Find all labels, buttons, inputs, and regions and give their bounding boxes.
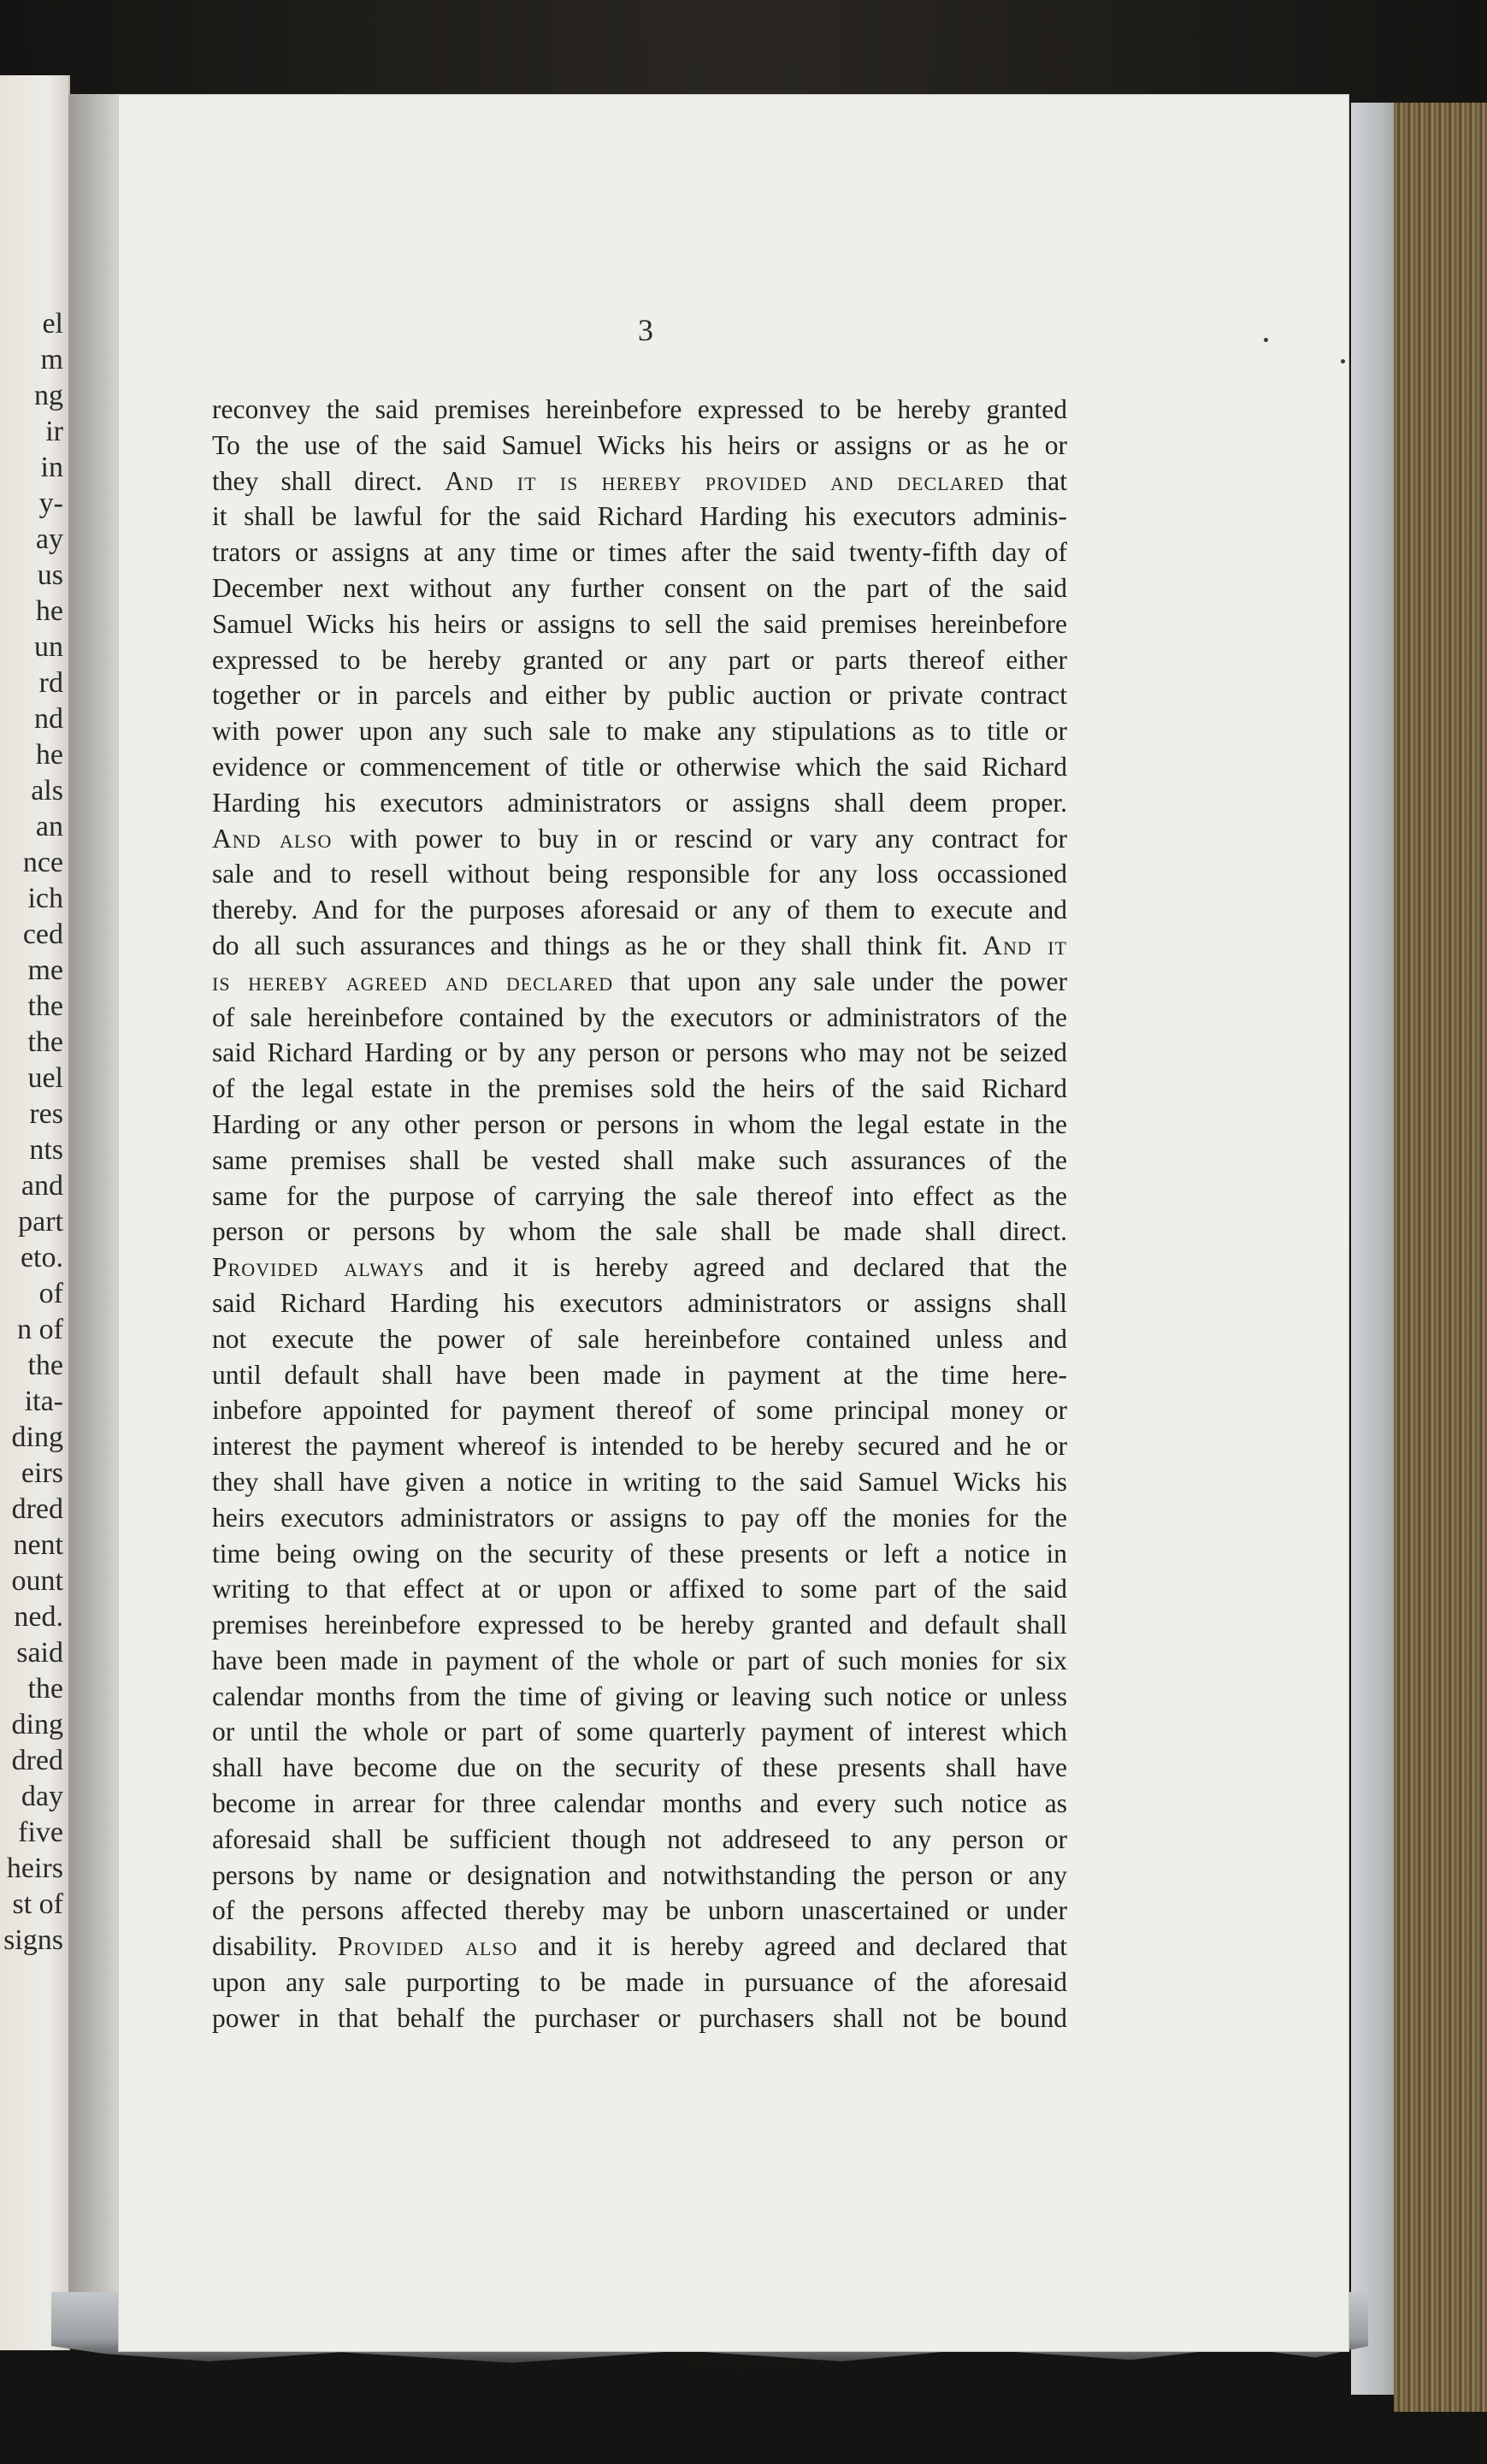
facing-page-text-fragment: ir [45, 416, 63, 447]
text-run: of the legal estate in the premises sold the heirs of the said Richard [212, 1073, 1067, 1104]
text-run: Harding his executors administrators or assigns shall deem proper. [212, 787, 1067, 818]
text-run: of the persons affected thereby may be unborn unascertained or under [212, 1895, 1067, 1926]
text-run: have been made in payment of the whole or part of such monies for six [212, 1645, 1067, 1675]
text-line [212, 749, 1067, 785]
facing-page-text-fragment: res [29, 1098, 63, 1130]
facing-page-text-fragment: el [42, 308, 63, 340]
facing-page-text-fragment: m [40, 344, 63, 375]
facing-page-text-fragment: and [21, 1170, 63, 1202]
text-line [212, 1035, 1067, 1071]
text-line [212, 1822, 1067, 1858]
facing-page-text-fragment: in [40, 452, 63, 483]
book-block-edge [1394, 103, 1487, 2412]
facing-page-text-fragment: ng [34, 380, 63, 411]
text-run: become in arrear for three calendar months and every such notice as [212, 1788, 1067, 1819]
facing-page-text-fragment: the [27, 1673, 63, 1705]
facing-page-text-fragment: said [16, 1637, 63, 1669]
facing-page-text-fragment: heirs [6, 1852, 63, 1884]
facing-page-text-fragment: the [27, 990, 63, 1022]
facing-page-text-fragment: ita- [24, 1386, 63, 1417]
deed-text [212, 392, 1067, 2036]
text-run: aforesaid shall be sufficient though not addreseed to any person or [212, 1823, 1067, 1854]
facing-page-text-fragment: nd [34, 703, 63, 735]
text-run: until default shall have been made in payment at the time here- [212, 1359, 1067, 1390]
facing-page-text-fragment: an [35, 811, 63, 842]
text-line [212, 428, 1067, 464]
text-line [212, 642, 1067, 678]
text-line [212, 1929, 1067, 1965]
text-line [212, 1571, 1067, 1607]
text-line [212, 892, 1067, 928]
facing-page-text-fragment: eirs [21, 1457, 63, 1489]
small-caps-run: And also [212, 823, 333, 854]
small-caps-run: Provided always [212, 1252, 425, 1283]
text-line [212, 1250, 1067, 1285]
facing-page-text-fragment: rd [38, 667, 63, 699]
facing-page-text-fragment: nent [13, 1529, 63, 1561]
text-line [212, 1893, 1067, 1929]
facing-page-text-fragment: five [18, 1817, 63, 1848]
text-run: persons by name or designation and notwithstanding the person or any [212, 1859, 1067, 1890]
text-line [212, 1714, 1067, 1750]
facing-page-fragment [0, 75, 70, 2350]
text-run: premises hereinbefore expressed to be hereby granted and default shall [212, 1610, 1067, 1640]
text-run: and it is hereby agreed and declared that the [424, 1252, 1067, 1283]
text-run: and it is hereby agreed and declared that [517, 1931, 1067, 1962]
text-line [212, 535, 1067, 570]
facing-page-text-fragment: of [38, 1278, 63, 1309]
facing-page-text-fragment: dred [11, 1493, 63, 1525]
text-line [212, 1357, 1067, 1393]
ink-speck [1264, 338, 1268, 342]
facing-page-text-fragment: he [35, 595, 63, 627]
text-run: shall have become due on the security of these presents shall have [212, 1752, 1067, 1783]
facing-page-text-fragment: y- [38, 487, 63, 519]
page-number: 3 [638, 313, 653, 347]
text-line [212, 1428, 1067, 1464]
text-line [212, 570, 1067, 606]
text-run: person or persons by whom the sale shall be made shall direct. [212, 1216, 1067, 1247]
text-run: evidence or commencement of title or otherwise which the said Richard [212, 751, 1067, 782]
facing-page-text-fragment: us [37, 559, 63, 591]
facing-page-text-fragment: ding [11, 1421, 63, 1453]
facing-page-text-fragment: dred [11, 1745, 63, 1776]
text-line [212, 1214, 1067, 1250]
text-run: with power to buy in or rescind or vary any contract for [332, 823, 1067, 854]
small-caps-run: And it [982, 930, 1067, 960]
text-run: heirs executors administrators or assigns to pay off the monies for the [212, 1502, 1067, 1533]
text-run: time being owing on the security of these presents or left a notice in [212, 1538, 1067, 1569]
text-line [212, 1143, 1067, 1179]
facing-page-text-fragment: day [21, 1781, 63, 1812]
facing-page-text-fragment: the [27, 1350, 63, 1381]
text-run: power in that behalf the purchaser or purchasers shall not be bound [212, 2002, 1067, 2033]
text-line [212, 464, 1067, 499]
facing-page-text-fragment: signs [3, 1924, 63, 1956]
text-line [212, 499, 1067, 535]
text-line [212, 606, 1067, 642]
facing-page-text-fragment: ay [35, 523, 63, 555]
text-line [212, 1643, 1067, 1679]
text-run: that [1004, 465, 1067, 496]
text-line [212, 1071, 1067, 1107]
text-line [212, 1000, 1067, 1036]
text-run: same premises shall be vested shall make such assurances of the [212, 1144, 1067, 1175]
text-run: trators or assigns at any time or times after the said twenty-fifth day of [212, 537, 1067, 568]
text-run: December next without any further consent on the part of the said [212, 572, 1067, 603]
text-line [212, 1321, 1067, 1357]
text-run: reconvey the said premises hereinbefore expressed to be hereby granted [212, 394, 1067, 424]
facing-page-text-fragment: nce [22, 847, 63, 878]
text-line [212, 1536, 1067, 1572]
text-line [212, 1285, 1067, 1321]
text-run: together or in parcels and either by public auction or private contract [212, 680, 1067, 711]
text-run: Harding or any other person or persons in whom the legal estate in the [212, 1108, 1067, 1139]
text-run: thereby. And for the purposes aforesaid or any of them to execute and [212, 895, 1067, 925]
text-line [212, 713, 1067, 749]
facing-page-text-fragment: ount [11, 1565, 63, 1597]
text-line [212, 1858, 1067, 1894]
facing-page-text-fragment: ding [11, 1709, 63, 1740]
text-line [212, 1750, 1067, 1786]
text-line [212, 1464, 1067, 1500]
text-run: upon any sale purporting to be made in pursuance of the aforesaid [212, 1967, 1067, 1998]
text-run: interest the payment whereof is intended to be hereby secured and he or [212, 1431, 1067, 1462]
facing-page-text-fragment: als [31, 775, 63, 807]
text-run: Samuel Wicks his heirs or assigns to sell the said premises hereinbefore [212, 608, 1067, 639]
facing-page-text-fragment: ced [22, 919, 63, 950]
text-line [212, 2000, 1067, 2036]
text-run: they shall direct. [212, 465, 446, 496]
facing-page-text-fragment: st of [12, 1888, 63, 1920]
text-run: calendar months from the time of giving or leaving such notice or unless [212, 1681, 1067, 1711]
text-run: with power upon any such sale to make any stipulations as to title or [212, 716, 1067, 747]
text-line [212, 1392, 1067, 1428]
text-line [212, 856, 1067, 892]
text-line [212, 1500, 1067, 1536]
text-line [212, 1679, 1067, 1715]
small-caps-run: is hereby agreed and declared [212, 966, 614, 996]
text-line [212, 1607, 1067, 1643]
text-line [212, 1965, 1067, 2000]
facing-page-text-fragment: me [27, 954, 63, 986]
text-line [212, 1107, 1067, 1143]
facing-page-text-fragment: ned. [14, 1601, 63, 1633]
text-run: same for the purpose of carrying the sale thereof into effect as the [212, 1180, 1067, 1211]
text-run: of sale hereinbefore contained by the executors or administrators of the [212, 1002, 1067, 1032]
text-run: or until the whole or part of some quarterly payment of interest which [212, 1717, 1067, 1747]
text-line [212, 1179, 1067, 1214]
text-line [212, 392, 1067, 428]
text-run: inbefore appointed for payment thereof of some principal money or [212, 1395, 1067, 1426]
text-line [212, 928, 1067, 964]
facing-page-text-fragment: nts [29, 1134, 63, 1166]
facing-page-text-fragment: eto. [20, 1242, 63, 1273]
text-run: that upon any sale under the power [613, 966, 1067, 996]
facing-page-text-fragment: un [34, 631, 63, 663]
text-run: they shall have given a notice in writing to the said Samuel Wicks his [212, 1466, 1067, 1497]
text-run: not execute the power of sale hereinbefore contained unless and [212, 1323, 1067, 1354]
text-run: writing to that effect at or upon or affixed to some part of the said [212, 1574, 1067, 1604]
small-caps-run: Provided also [337, 1931, 518, 1962]
text-line [212, 821, 1067, 857]
text-line [212, 677, 1067, 713]
text-run: expressed to be hereby granted or any part or parts thereof either [212, 644, 1067, 675]
facing-page-text-fragment: the [27, 1026, 63, 1058]
text-run: said Richard Harding his executors administrators or assigns shall [212, 1287, 1067, 1318]
facing-page-text-fragment: uel [27, 1062, 63, 1094]
ink-speck [1341, 359, 1345, 363]
facing-page-text-fragment: n of [17, 1314, 63, 1345]
text-run: disability. [212, 1931, 338, 1962]
facing-page-text-fragment: ich [27, 883, 63, 914]
text-run: said Richard Harding or by any person or persons who may not be seized [212, 1037, 1067, 1068]
text-run: To the use of the said Samuel Wicks his heirs or assigns or as he or [212, 429, 1067, 460]
text-line [212, 964, 1067, 1000]
facing-page-text-fragment: part [18, 1206, 63, 1238]
text-run: do all such assurances and things as he or they shall think fit. [212, 930, 983, 960]
text-line [212, 785, 1067, 821]
small-caps-run: And it is hereby provided and declared [445, 465, 1005, 496]
text-run: sale and to resell without being responsible for any loss occassioned [212, 859, 1067, 889]
text-run: it shall be lawful for the said Richard Harding his executors adminis- [212, 501, 1067, 532]
facing-page-text-fragment: he [35, 739, 63, 771]
text-line [212, 1786, 1067, 1822]
document-page [118, 94, 1349, 2352]
page-gutter [68, 94, 120, 2335]
